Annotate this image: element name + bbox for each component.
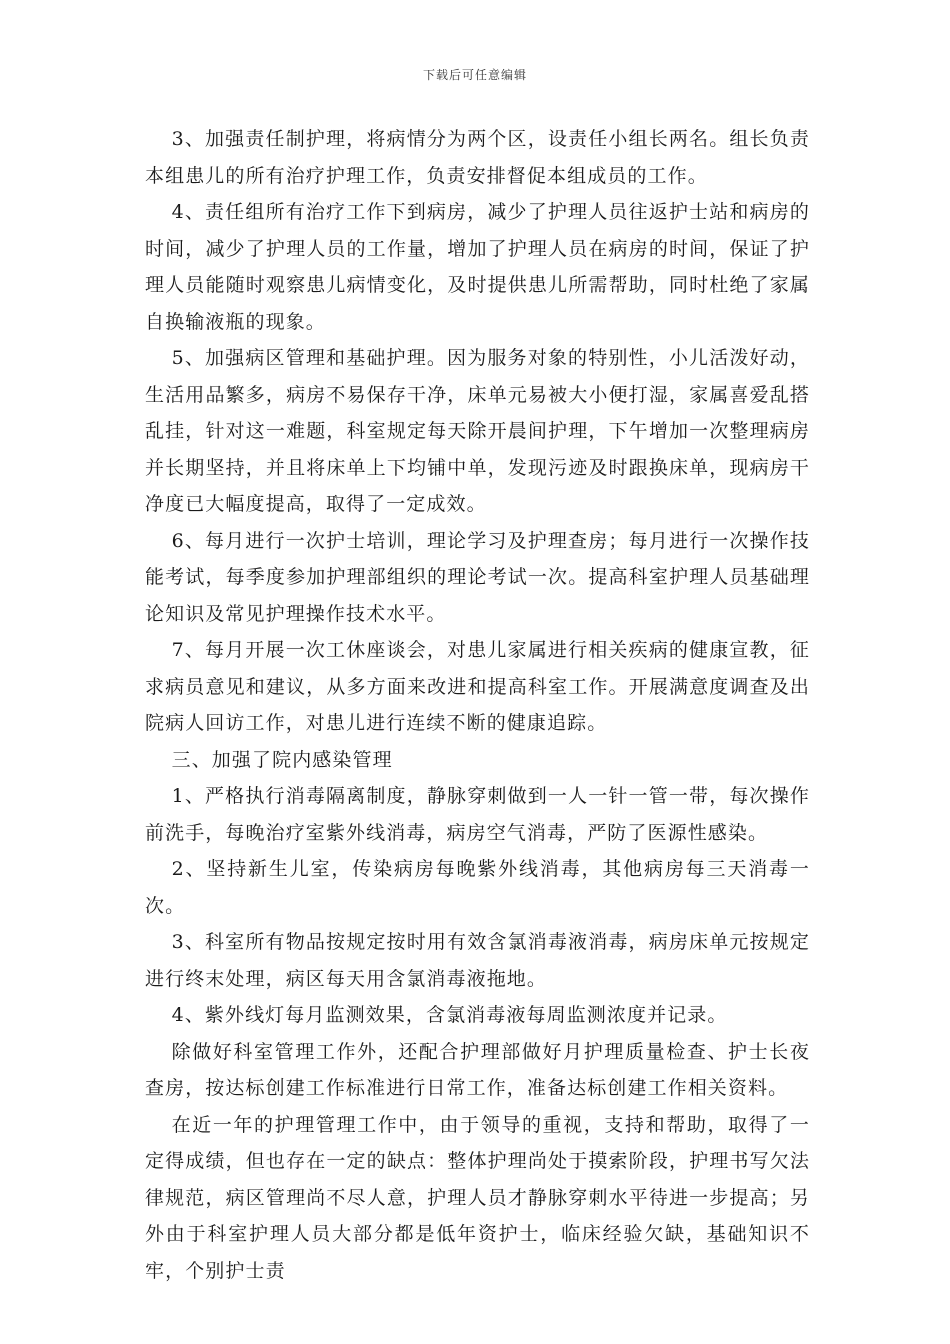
paragraph-infection-4: 4、紫外线灯每月监测效果，含氯消毒液每周监测浓度并记录。 (171, 1004, 728, 1026)
paragraph-infection-3: 3、科室所有物品按规定按时用有效含氯消毒液消毒，病房床单元按规定进行终末处理，病区每天用含氯消毒液拖地。 (145, 931, 810, 990)
paragraph-item-4: 4、责任组所有治疗工作下到病房，减少了护理人员往返护士站和病房的时间，减少了护理人员的工作量，增加了护理人员在病房的时间，保证了护理人员能随时观察患儿病情变化，及时提供患儿所需帮助，同时杜绝了家属自换输液瓶的现象。 (145, 201, 810, 333)
paragraph-item-6: 6、每月进行一次护士培训，理论学习及护理查房；每月进行一次操作技能考试，每季度参加护理部组织的理论考试一次。提高科室护理人员基础理论知识及常见护理操作技术水平。 (145, 529, 810, 625)
paragraph-item-5: 5、加强病区管理和基础护理。因为服务对象的特别性，小儿活泼好动，生活用品繁多，病房不易保存干净，床单元易被大小便打湿，家属喜爱乱搭乱挂，针对这一难题，科室规定每天除开晨间护理，下午增加一次整理病房并长期坚持，并且将床单上下均铺中单，发现污迹及时跟换床单，现病房干净度已大幅度提高，取得了一定成效。 (145, 347, 810, 515)
paragraph-item-7: 7、每月开展一次工休座谈会，对患儿家属进行相关疾病的健康宣教，征求病员意见和建议，从多方面来改进和提高科室工作。开展满意度调查及出院病人回访工作，对患儿进行连续不断的健康追踪。 (145, 639, 810, 734)
paragraph-infection-2: 2、坚持新生儿室，传染病房每晚紫外线消毒，其他病房每三天消毒一次。 (145, 858, 810, 917)
paragraph-summary: 在近一年的护理管理工作中，由于领导的重视，支持和帮助，取得了一定得成绩，但也存在一定的缺点：整体护理尚处于摸索阶段，护理书写欠法律规范，病区管理尚不尽人意，护理人员才静脉穿刺水平待进一步提高；另外由于科室护理人员大部分都是低年资护士，临床经验欠缺，基础知识不牢，个别护士责 (145, 1113, 810, 1282)
page-header: 下载后可任意编辑 (422, 68, 527, 82)
paragraph-item-3: 3、加强责任制护理，将病情分为两个区，设责任小组长两名。组长负责本组患儿的所有治疗护理工作，负责安排督促本组成员的工作。 (145, 128, 810, 187)
section-heading-infection-control: 三、加强了院内感染管理 (171, 748, 393, 771)
paragraph-infection-1: 1、严格执行消毒隔离制度，静脉穿刺做到一人一针一管一带，每次操作前洗手，每晚治疗室紫外线消毒，病房空气消毒，严防了医源性感染。 (145, 785, 810, 844)
document-body (145, 121, 810, 1289)
paragraph-additional-work: 除做好科室管理工作外，还配合护理部做好月护理质量检查、护士长夜查房，按达标创建工作标准进行日常工作，准备达标创建工作相关资料。 (145, 1040, 810, 1099)
